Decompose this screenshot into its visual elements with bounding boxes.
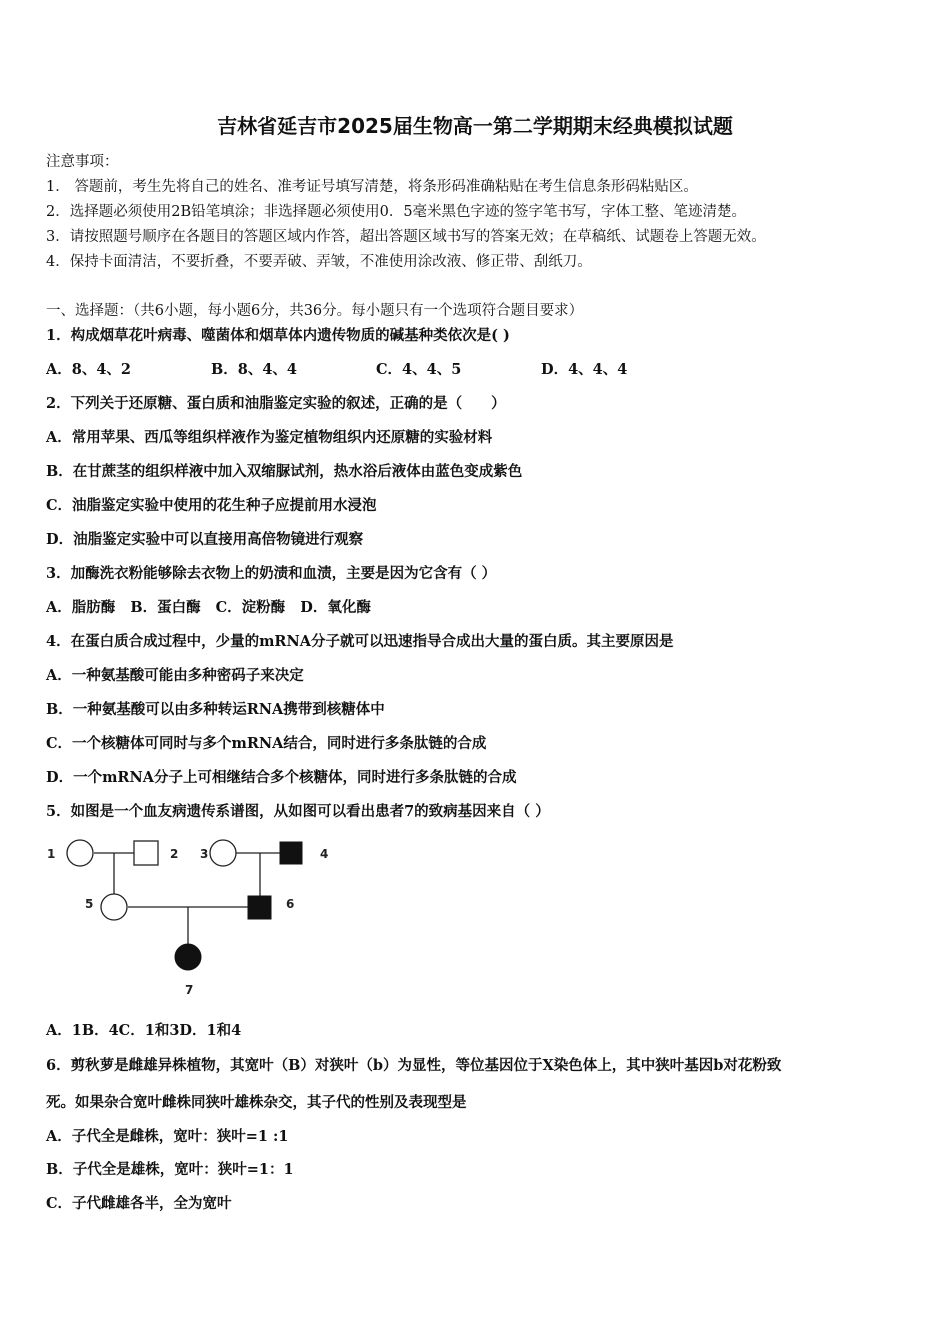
pedigree-individual-6 (248, 896, 271, 919)
notice-item-1: 1． 答题前，考生先将自己的姓名、准考证号填写清楚，将条形码准确粘贴在考生信息条形码粘贴区。 (46, 179, 698, 195)
question-4-stem: 4．在蛋白质合成过程中，少量的mRNA分子就可以迅速指导合成出大量的蛋白质。其主要原因是 (46, 633, 674, 650)
pedigree-individual-1 (67, 840, 93, 866)
question-1-options (46, 360, 706, 380)
question-2-option-c: C．油脂鉴定实验中使用的花生种子应提前用水浸泡 (46, 497, 377, 514)
question-4-option-b: B．一种氨基酸可以由多种转运RNA携带到核糖体中 (46, 701, 385, 718)
question-1-option-b: B．8、4、4 (211, 361, 298, 378)
pedigree-individual-4 (280, 842, 302, 864)
question-2-option-d: D．油脂鉴定实验中可以直接用高倍物镜进行观察 (46, 531, 364, 548)
question-1-option-c: C．4、4、5 (376, 361, 462, 378)
question-4-option-c: C．一个核糖体可同时与多个mRNA结合，同时进行多条肽链的合成 (46, 735, 487, 752)
question-3-stem: 3．加酶洗衣粉能够除去衣物上的奶渍和血渍，主要是因为它含有（ ） (46, 565, 497, 582)
question-6-stem-line-1: 6．剪秋萝是雌雄异株植物，其宽叶（B）对狭叶（b）为显性，等位基因位于X染色体上，其中狭叶基因b对花粉致 (46, 1057, 782, 1074)
question-4-option-d: D．一个mRNA分子上可相继结合多个核糖体，同时进行多条肽链的合成 (46, 769, 517, 786)
pedigree-individual-5 (101, 894, 127, 920)
question-2-option-a: A．常用苹果、西瓜等组织样液作为鉴定植物组织内还原糖的实验材料 (46, 429, 493, 446)
question-1-option-d: D．4、4、4 (541, 361, 628, 378)
pedigree-label-4: 4 (320, 847, 329, 861)
notice-item-3: 3．请按照题号顺序在各题目的答题区域内作答，超出答题区域书写的答案无效；在草稿纸、试题卷上答题无效。 (46, 229, 766, 245)
question-3-option-d: D．氧化酶 (300, 599, 371, 616)
question-1-option-a: A．8、4、2 (46, 361, 132, 378)
section-heading: 一、选择题：（共6小题，每小题6分，共36分。每小题只有一个选项符合题目要求） (46, 303, 584, 319)
question-6-stem-line-2: 死。如果杂合宽叶雌株同狭叶雄株杂交，其子代的性别及表现型是 (46, 1094, 467, 1111)
notice-item-4: 4．保持卡面清洁，不要折叠，不要弄破、弄皱，不准使用涂改液、修正带、刮纸刀。 (46, 254, 592, 270)
question-4-option-a: A．一种氨基酸可能由多种密码子来决定 (46, 667, 304, 684)
question-2-stem: 2．下列关于还原糖、蛋白质和油脂鉴定实验的叙述，正确的是（ ） (46, 395, 506, 412)
question-3-option-a: A．脂肪酶 (46, 599, 116, 616)
question-1-stem: 1．构成烟草花叶病毒、噬菌体和烟草体内遗传物质的碱基种类依次是( ) (46, 327, 510, 344)
question-3-options (46, 598, 371, 618)
pedigree-label-5: 5 (85, 897, 94, 911)
notice-heading: 注意事项： (46, 154, 119, 170)
pedigree-individual-7 (175, 944, 201, 970)
pedigree-individual-2 (134, 841, 158, 865)
pedigree-label-3: 3 (200, 847, 209, 861)
question-5-options: A．1B．4C．1和3D．1和4 (46, 1022, 242, 1039)
pedigree-diagram (40, 830, 340, 1005)
pedigree-label-6: 6 (286, 897, 295, 911)
pedigree-label-1: 1 (47, 847, 56, 861)
pedigree-individual-3 (210, 840, 236, 866)
question-6-option-c: C．子代雌雄各半，全为宽叶 (46, 1195, 232, 1212)
question-3-option-b: B．蛋白酶 (130, 599, 201, 616)
pedigree-label-7: 7 (185, 983, 194, 997)
question-5-stem: 5．如图是一个血友病遗传系谱图，从如图可以看出患者7的致病基因来自（ ） (46, 803, 550, 820)
question-3-option-c: C．淀粉酶 (215, 599, 286, 616)
question-2-option-b: B．在甘蔗茎的组织样液中加入双缩脲试剂，热水浴后液体由蓝色变成紫色 (46, 463, 523, 480)
page-title: 吉林省延吉市2025届生物高一第二学期期末经典模拟试题 (217, 114, 733, 138)
question-6-option-a: A．子代全是雌株，宽叶：狭叶=1 :1 (46, 1128, 289, 1145)
notice-item-2: 2．选择题必须使用2B铅笔填涂；非选择题必须使用0．5毫米黑色字迹的签字笔书写，字体工整、笔迹清楚。 (46, 204, 747, 220)
pedigree-label-2: 2 (170, 847, 179, 861)
question-6-option-b: B．子代全是雄株，宽叶：狭叶=1：1 (46, 1161, 294, 1178)
